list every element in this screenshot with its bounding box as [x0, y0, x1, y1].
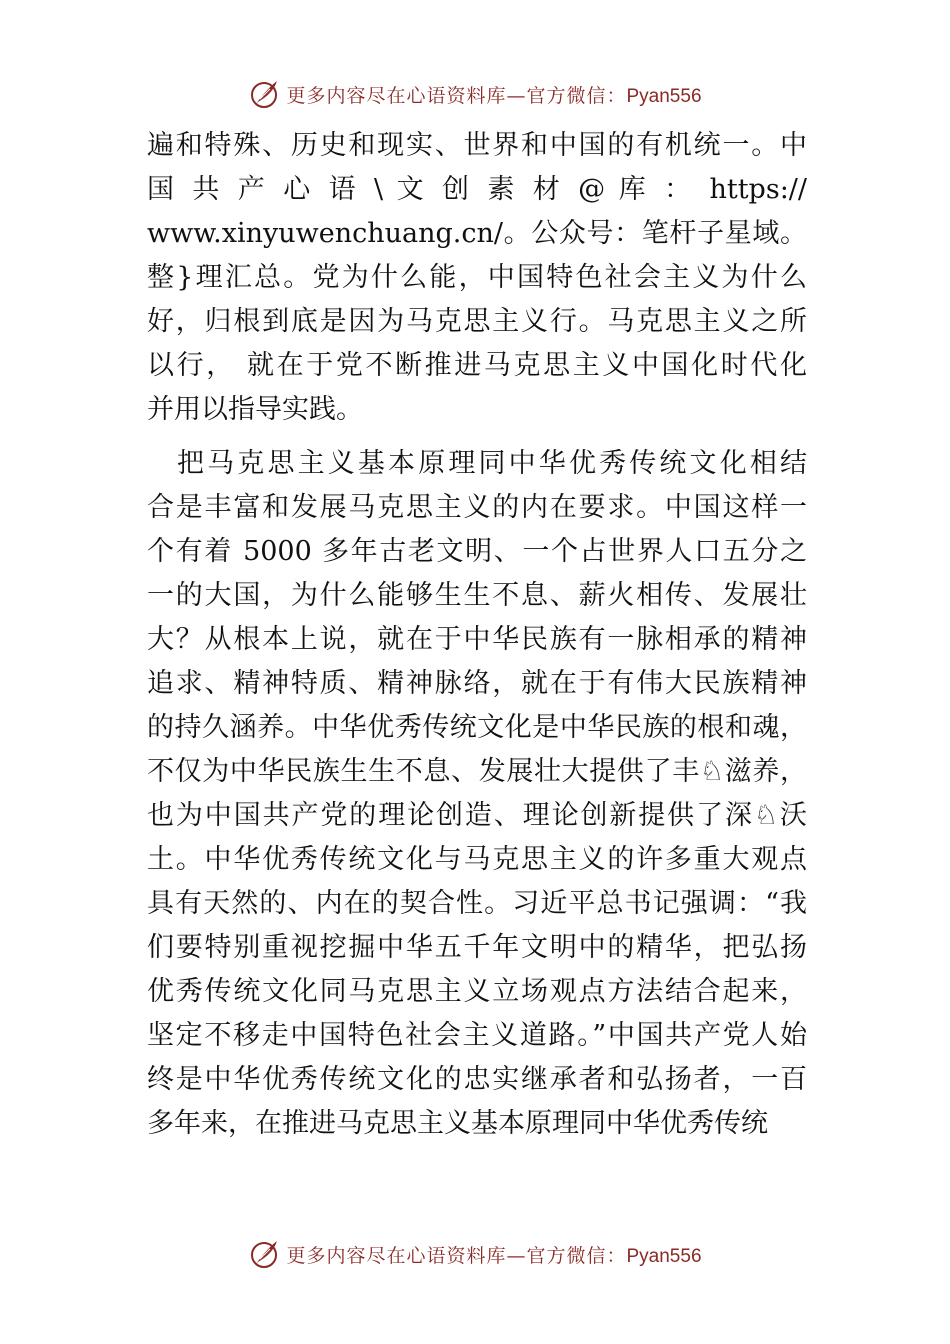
text-line: 把马克思主义基本原理同中华优秀传统文化相结 — [177, 448, 807, 479]
text-line: 大？从根本上说，就在于中华民族有一脉相承的精神 — [147, 624, 807, 655]
banner-text: 更多内容尽在心语资料库—官方微信：Pyan556 — [286, 1244, 702, 1267]
text-line: 坚定不移走中国特色社会主义道路。”中国共产党人始 — [147, 1020, 807, 1051]
footer-banner — [0, 1232, 950, 1276]
banner-wechat-id: Pyan556 — [626, 85, 702, 107]
paragraph-2 — [147, 442, 807, 1146]
banner-text: 更多内容尽在心语资料库—官方微信：Pyan556 — [286, 84, 702, 107]
text-line: 多年来，在推进马克思主义基本原理同中华优秀传统 — [147, 1108, 768, 1139]
quill-logo-icon — [248, 1238, 280, 1270]
text-line: 并用以指导实践。 — [147, 394, 363, 425]
text-line: 整}理汇总。党为什么能，中国特色社会主义为什么 — [147, 262, 807, 293]
text-line: 的持久涵养。中华优秀传统文化是中华民族的根和魂， — [147, 712, 807, 743]
text-line: www.xinyuwenchuang.cn/。公众号：笔杆子星域。 — [147, 218, 807, 249]
text-line: 好，归根到底是因为马克思主义行。马克思主义之所 — [147, 306, 807, 337]
banner-wechat-id: Pyan556 — [626, 1245, 702, 1267]
text-line: 国 共 产 心 语 \ 文 创 素 材 @ 库 ： https:// — [147, 174, 807, 205]
text-line: 土。中华优秀传统文化与马克思主义的许多重大观点 — [147, 844, 807, 875]
text-line: 合是丰富和发展马克思主义的内在要求。中国这样一 — [147, 492, 807, 523]
quill-logo-icon — [248, 78, 280, 110]
text-line: 以行， 就在于党不断推进马克思主义中国化时代化 — [147, 350, 807, 381]
text-line: 终是中华优秀传统文化的忠实继承者和弘扬者，一百 — [147, 1064, 807, 1095]
text-line: 个有着 5000 多年古老文明、一个占世界人口五分之 — [147, 536, 807, 567]
text-line: 不仅为中华民族生生不息、发展壮大提供了丰♘滋养， — [147, 756, 807, 787]
text-line: 遍和特殊、历史和现实、世界和中国的有机统一。中 — [147, 130, 807, 161]
paragraph-1 — [147, 124, 807, 432]
text-line: 优秀传统文化同马克思主义立场观点方法结合起来， — [147, 976, 807, 1007]
text-line: 们要特别重视挖掘中华五千年文明中的精华，把弘扬 — [147, 932, 807, 963]
text-line: 一的大国，为什么能够生生不息、薪火相传、发展壮 — [147, 580, 807, 611]
text-line: 追求、精神特质、精神脉络，就在于有伟大民族精神 — [147, 668, 807, 699]
document-body — [147, 124, 807, 1146]
header-banner — [0, 72, 950, 116]
text-line: 具有天然的、内在的契合性。习近平总书记强调：“我 — [147, 888, 807, 919]
text-line: 也为中国共产党的理论创造、理论创新提供了深♘沃 — [147, 800, 807, 831]
